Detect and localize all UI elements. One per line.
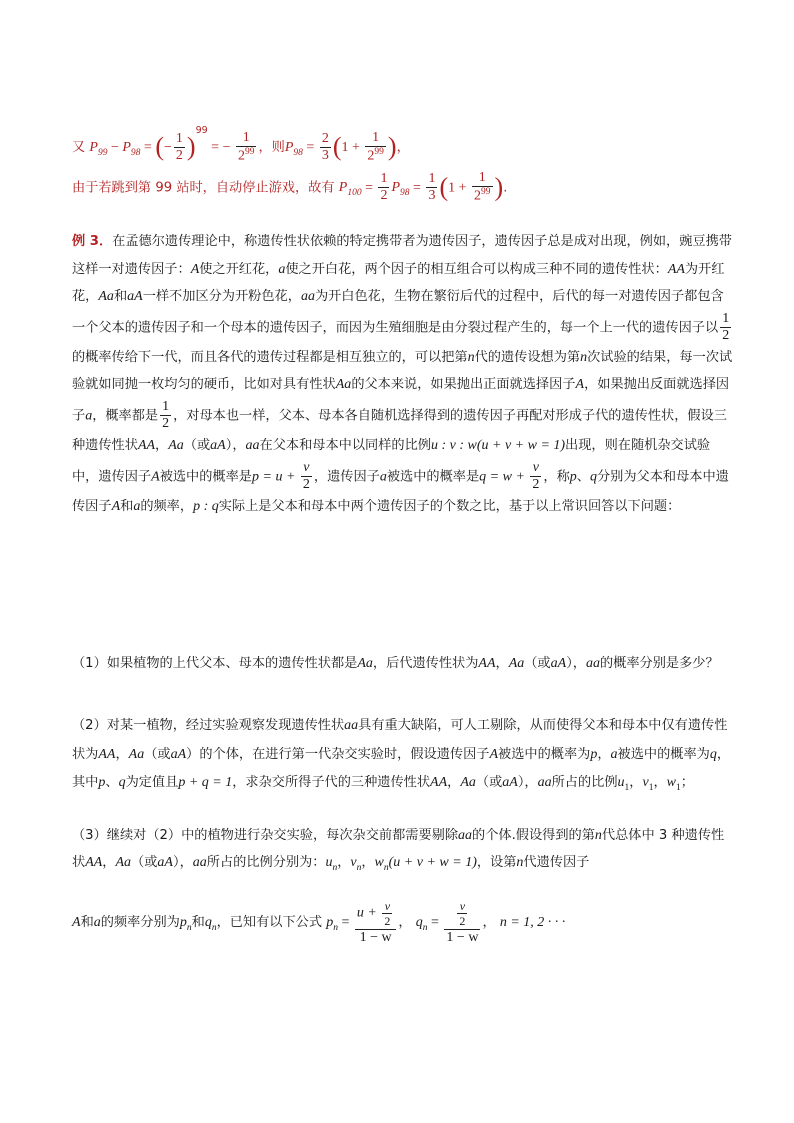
text: 被选中的概率为	[498, 746, 591, 762]
fraction	[320, 131, 331, 164]
var-q: q	[204, 915, 212, 930]
exponent: 99	[195, 125, 208, 136]
text: ，后代遗传性状为	[372, 656, 479, 671]
text: 的父本来说，如果抛出正面就选择因子	[351, 377, 576, 393]
var-a: a	[133, 498, 141, 514]
text: （或	[475, 775, 503, 790]
punct: ，	[398, 915, 412, 930]
var-q: q	[709, 746, 717, 762]
var-AA: AA	[430, 775, 448, 790]
var-aa: aa	[245, 437, 260, 453]
subscript: 1	[624, 782, 630, 793]
var-v: v	[642, 775, 649, 790]
var-w: w	[666, 775, 676, 790]
numerator: 1	[236, 130, 257, 147]
var-n: n	[580, 349, 588, 365]
text: 实际上是父本和母本中两个遗传因子的个数之比，基于以上常识回答以下问题：	[218, 498, 681, 514]
subscript: n	[186, 922, 192, 933]
text: 的概率传给下一代，而且各代的遗传过程都是相互独立的，可以把第	[72, 349, 468, 365]
question-1	[72, 650, 736, 677]
var-p: P	[338, 180, 348, 196]
var-AA: AA	[478, 656, 496, 671]
text: （1）如果植物的上代父本、母本的遗传性状都是	[72, 656, 358, 671]
var-aa: aa	[344, 718, 359, 733]
text: ，已知有以下公式	[216, 915, 323, 930]
text: 被选中的概率是	[159, 469, 252, 485]
text: 次试验的结果，每一次试验就如同抛一枚均匀的硬币，比如对具有性状	[72, 349, 733, 393]
term-one: 1 +	[341, 140, 364, 155]
var-AA: AA	[137, 437, 156, 453]
op-eq: =	[140, 140, 156, 155]
text: 出现，则在随机杂交试验中，遗传因子	[72, 437, 711, 485]
text: 和	[80, 915, 94, 930]
text: 的个体，在进行第一代杂交实验时，假设遗传因子	[199, 746, 490, 762]
var-q: q	[118, 775, 126, 790]
punct: ，	[629, 775, 643, 790]
subscript: n	[383, 862, 389, 873]
example-3-paragraph	[72, 228, 736, 520]
var-aa: aa	[537, 775, 552, 790]
var-w: w	[374, 855, 384, 870]
text: 的频率分别为	[100, 915, 180, 930]
text: 的频率，	[140, 498, 194, 514]
text: 代的遗传设想为第	[474, 349, 581, 365]
var-A: A	[151, 469, 160, 485]
punct: ，	[337, 855, 351, 870]
denominator: 2	[532, 476, 540, 492]
var-p: p	[179, 915, 187, 930]
var-u: u	[325, 855, 333, 870]
fraction-v-over-2	[301, 460, 312, 493]
text: ，	[447, 775, 461, 790]
subscript: 1	[648, 782, 654, 793]
text: 使之开白花，两个因子的相互组合可以构成三种不同的遗传性状：	[285, 261, 668, 277]
text-stop-game: 由于若跳到第 99 站时，自动停止游戏，故有	[72, 180, 335, 196]
fraction	[472, 170, 493, 205]
denominator: 2	[162, 415, 170, 431]
text: ，称	[543, 469, 570, 485]
example-label: 例 3．	[72, 234, 113, 249]
text: 具有重大缺陷，可人工剔除，从而使得父本和母本中仅有遗传性状为	[72, 718, 728, 762]
text: 被选中的概率是	[386, 469, 480, 485]
p-plus-q-formula: p + q = 1	[178, 775, 233, 790]
numerator: 1	[472, 170, 493, 187]
var-aa: aa	[458, 828, 473, 843]
var-A: A	[489, 746, 499, 762]
punct: ；	[680, 775, 694, 790]
var-Aa: Aa	[508, 656, 525, 671]
text: 、	[576, 469, 590, 485]
index-range: n = 1, 2 · · ·	[499, 915, 566, 930]
fraction-half	[720, 311, 731, 344]
denominator: 2	[237, 148, 245, 164]
text: ，	[155, 437, 169, 453]
var-n: n	[594, 828, 602, 843]
var-n: n	[467, 349, 475, 365]
punct: ，	[361, 855, 375, 870]
var-Aa: Aa	[98, 289, 114, 305]
punct: .	[503, 180, 508, 196]
var-p: P	[122, 140, 131, 155]
equation-line-p99: 又 $P_{99} - P_{98}$ = (− $\frac{1}{2}$ )$^{99}$ = − $\frac{1}{2^{99}}$ ，则$P_{98}$ = $\frac{2}{3}$ (1 + $\frac{1}{2^{99}}$ )，	[72, 125, 410, 164]
subscript: n	[422, 922, 428, 933]
sum-formula: (u + v + w = 1)	[388, 855, 477, 870]
var-p: p	[569, 469, 577, 485]
exponent: 99	[481, 187, 491, 197]
numerator: v	[530, 460, 541, 477]
var-aA: aA	[210, 437, 226, 453]
var-aA: aA	[502, 775, 518, 790]
var-Aa: Aa	[168, 437, 184, 453]
text: 代遗传因子	[523, 855, 590, 870]
denominator: 2	[459, 914, 466, 928]
var-a: a	[278, 261, 286, 277]
text: 所占的比例分别为：	[206, 855, 326, 870]
exponent: 99	[374, 146, 384, 157]
text: 和	[191, 915, 205, 930]
text: 为定值且	[125, 775, 179, 790]
text: ，如果抛出反面就选择因子	[72, 377, 730, 424]
text: 的概率分别是多少？	[599, 656, 719, 671]
equation-line-p100: 由于若跳到第 99 站时，自动停止游戏，故有 $P_{100}$ = $\frac{1}{2}$ $P_{98}$ = $\frac{1}{3}$ (1 + $\frac{1}{2^{99}}$ ).	[72, 170, 508, 204]
text: 一样不加区分为开粉色花，	[142, 289, 301, 305]
punct: ，	[653, 775, 667, 790]
var-Aa: Aa	[357, 656, 373, 671]
subscript: n	[211, 922, 217, 933]
denominator: 3	[321, 147, 329, 163]
var-AA: AA	[667, 261, 685, 277]
denominator: 1 − w	[446, 930, 479, 945]
var-aa: aa	[300, 289, 315, 305]
text: （2）对某一植物，经过实验观察发现遗传性状	[72, 718, 345, 733]
var-A: A	[575, 377, 585, 393]
var-aA: aA	[170, 746, 187, 762]
var-a: a	[379, 469, 387, 485]
text: ，求杂交所得子代的三种遗传性状	[232, 775, 431, 790]
pq-ratio: p : q	[193, 498, 219, 514]
var-a: a	[93, 915, 101, 930]
var-n: n	[516, 855, 524, 870]
p-formula: p = u +	[252, 469, 299, 485]
op-eq: =	[361, 180, 377, 196]
var-p: P	[89, 140, 98, 155]
fraction-half	[160, 399, 171, 432]
text: 在孟德尔遗传理论中，称遗传性状依赖的特定携带者为遗传因子，遗传因子总是成对出现，例如，豌豆携带这样一对遗传因子：	[72, 234, 732, 277]
var-Aa: Aa	[115, 855, 132, 870]
op-minus: −	[107, 140, 123, 155]
var-AA: AA	[98, 746, 116, 762]
var-AA: AA	[85, 855, 103, 870]
var-u: u	[617, 775, 625, 790]
text: 为开白色花，生物在繁衍后代的过程中，后代的每一对遗传因子都包含一个父本的遗传因子和一个母本的遗传因子，而因为生殖细胞是由分裂过程产生的，每一个上一代的遗传因子以	[72, 289, 724, 336]
subscript: n	[356, 862, 362, 873]
var-a: a	[610, 746, 618, 762]
text: ，对母本也一样，父本、母本各自随机选择得到的遗传因子再配对形成子代的遗传性状，假设三种遗传性状	[72, 408, 727, 453]
text: （或	[524, 656, 551, 671]
denominator: 2	[175, 147, 183, 163]
subscript: 100	[347, 188, 362, 199]
var-p: p	[326, 915, 334, 930]
numerator: 2	[321, 130, 329, 146]
question-3-formulas: A和a的频率分别为$p_n$和$q_n$，已知有以下公式 $p_n$ = u + $\frac{v}{2}$ 1 − w ， $q_n$ = $\frac{\frac{v}{2}}{1 - w}$ ， n = 1, 2 · · ·	[72, 899, 566, 945]
text: ，概率都是	[92, 408, 159, 424]
text: 所占的比例	[551, 775, 618, 790]
formula-pn	[355, 898, 396, 946]
text-you: 又	[72, 140, 86, 155]
fraction	[236, 130, 257, 165]
var-aa: aa	[585, 656, 600, 671]
numerator: v	[301, 460, 312, 477]
text: ，	[115, 746, 129, 762]
subscript: 98	[400, 188, 410, 199]
question-3	[72, 822, 736, 882]
text: 为开红花，	[72, 261, 725, 305]
text: ），	[517, 775, 538, 790]
var-A: A	[111, 498, 121, 514]
var-p: p	[590, 746, 598, 762]
var-aA: aA	[550, 656, 567, 671]
text: 被选中的概率为	[617, 746, 710, 762]
numerator: 1	[365, 130, 386, 147]
var-Aa: Aa	[460, 775, 476, 790]
text: 、	[105, 775, 119, 790]
var-p: p	[98, 775, 106, 790]
denominator: 2	[722, 327, 730, 343]
question-2: （2）对某一植物，经过实验观察发现遗传性状aa具有重大缺陷，可人工剔除，从而使得父本和母本中仅有遗传性状为AA，Aa（或aA）的个体，在进行第一代杂交实验时，假设遗传因子A被选中的概率为p，a被选中的概率为q，其中p、q为定值且p + q = 1，求杂交所得子代的三种遗传性状AA，Aa（或aA），aa所占的比例$u_1$，$v_1$，$w_1$；	[72, 718, 731, 793]
var-A: A	[190, 261, 200, 277]
var-aa: aa	[192, 855, 207, 870]
var-Aa: Aa	[335, 377, 352, 393]
text: ，遗传因子	[313, 469, 380, 485]
denominator: 2	[302, 476, 310, 492]
numerator: v	[382, 899, 392, 914]
fraction	[378, 171, 389, 204]
var-q: q	[589, 469, 597, 485]
var-A: A	[72, 915, 81, 930]
denominator: 2	[367, 148, 375, 164]
numerator: 1	[722, 310, 730, 326]
q-formula: q = w +	[479, 469, 529, 485]
punct: ，	[396, 140, 410, 155]
text: 和	[113, 289, 128, 305]
text: （或	[144, 746, 171, 762]
text: （或	[131, 855, 158, 870]
fraction-v-over-2	[530, 460, 541, 493]
text: ），	[172, 855, 193, 870]
var-p: P	[284, 140, 294, 155]
denominator: 2	[380, 187, 388, 203]
term-one: 1 +	[448, 180, 471, 196]
formula-qn	[444, 898, 480, 946]
op-eq: =	[302, 140, 318, 155]
subscript: n	[332, 862, 338, 873]
text: 代总体中 3 种遗传性状	[72, 828, 725, 870]
text: ，设第	[476, 855, 517, 870]
text: 分别为父本和母本中遗传因子	[72, 469, 729, 514]
var-v: v	[350, 855, 357, 870]
numerator-u: u +	[356, 905, 381, 921]
subscript: 1	[675, 782, 681, 793]
text: 使之开红花，	[199, 261, 279, 277]
text-then: ，则	[258, 140, 285, 155]
denominator: 2	[384, 914, 391, 928]
text: 在父本和母本中以同样的比例	[259, 437, 431, 453]
var-a: a	[85, 408, 93, 424]
punct: ，	[482, 915, 496, 930]
var-aA: aA	[157, 855, 173, 870]
numerator: 1	[175, 130, 183, 146]
var-aA: aA	[127, 289, 143, 305]
fraction	[174, 131, 185, 164]
fraction	[426, 171, 437, 204]
subscript: n	[333, 922, 339, 933]
text: ，	[102, 855, 116, 870]
var-Aa: Aa	[128, 746, 145, 762]
text: ），	[566, 656, 586, 671]
ratio-formula: u : v : w(u + v + w = 1)	[430, 437, 566, 453]
denominator: 3	[428, 187, 436, 203]
subscript: 98	[293, 147, 303, 158]
var-p: P	[391, 180, 401, 196]
fraction	[365, 130, 386, 165]
text: 和	[120, 498, 134, 514]
text: ），	[225, 437, 246, 453]
op-eq: =	[409, 180, 425, 196]
text: （3）继续对（2）中的植物进行杂交实验，每次杂交前都需要剔除	[72, 828, 459, 843]
op-eq: = −	[207, 140, 234, 155]
punct: ，	[597, 746, 611, 762]
numerator: 1	[380, 170, 388, 186]
text: ，其中	[72, 746, 731, 790]
text: ，	[495, 656, 509, 671]
exponent: 99	[244, 146, 255, 157]
numerator: 1	[428, 170, 436, 186]
var-q: q	[415, 915, 423, 930]
numerator: v	[457, 899, 467, 914]
numerator: 1	[162, 398, 170, 414]
denominator: 1 − w	[359, 930, 392, 945]
subscript: 99	[97, 147, 108, 158]
text: （或	[183, 437, 211, 453]
text: 的个体.假设得到的第	[472, 828, 595, 843]
subscript: 98	[130, 147, 141, 158]
denominator: 2	[474, 188, 482, 204]
